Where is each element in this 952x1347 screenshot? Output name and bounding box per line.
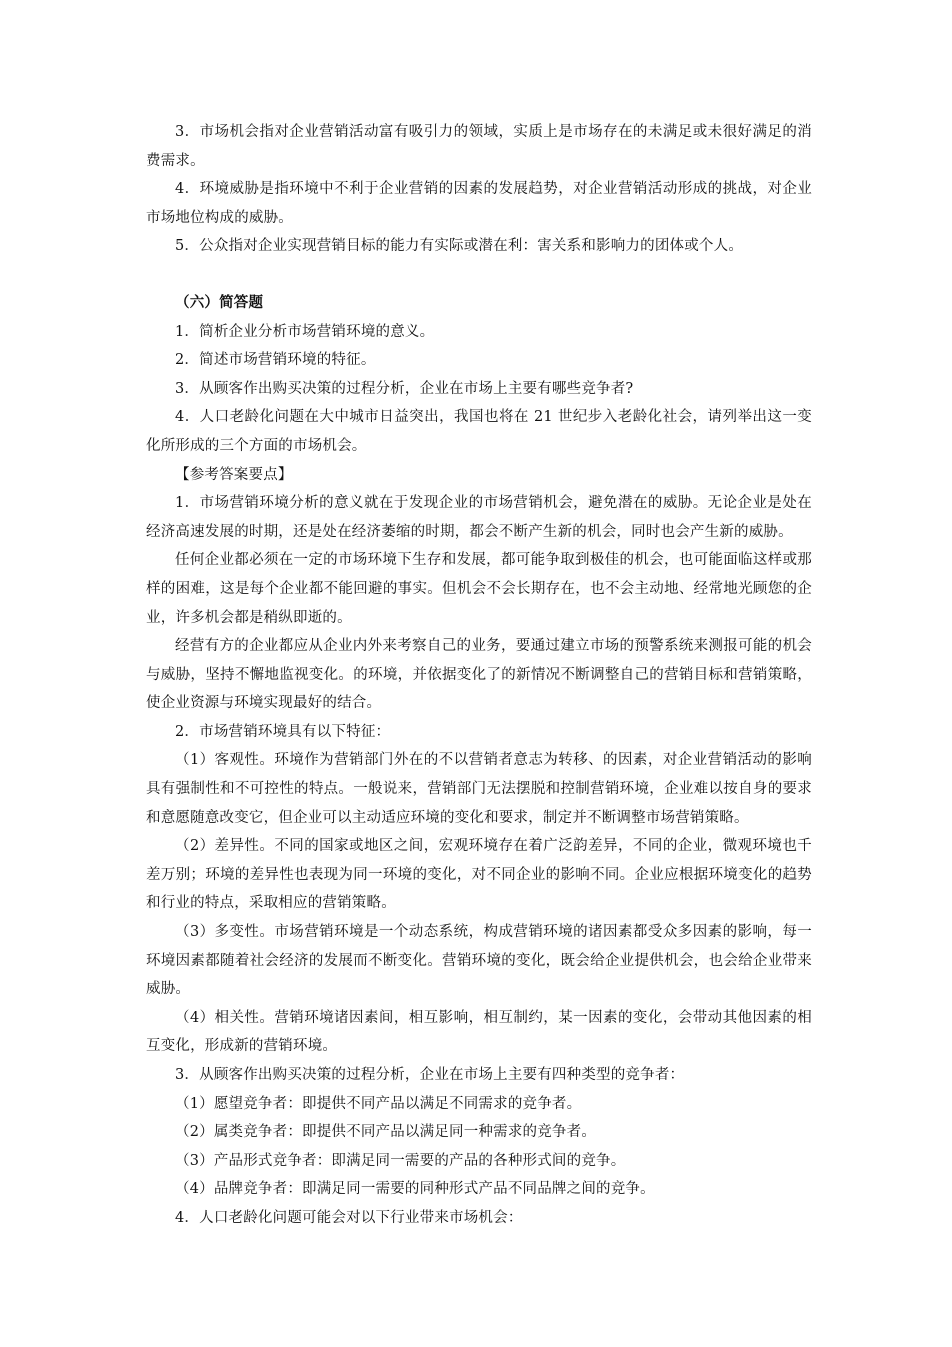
answer-3-generic-competitor: （2）属类竞争者：即提供不同产品以满足同一种需求的竞争者。 <box>175 1124 597 1141</box>
question-4: 4．人口老龄化问题在大中城市日益突出，我国也将在 21 世纪步入老龄化社会，请列举出这一变化所形成的三个方面的市场机会。 <box>146 409 812 454</box>
answer-1-para-1: 1．市场营销环境分析的意义就在于发现企业的市场营销机会，避免潜在的威胁。无论企业是处在经济高速发展的时期，还是处在经济萎缩的时期，都会不断产生新的机会，同时也会产生新的威胁。 <box>146 495 812 540</box>
answer-2-relevance: （4）相关性。营销环境诸因素间，相互影响，相互制约，某一因素的变化，会带动其他因素的相互变化，形成新的营销环境。 <box>146 1009 812 1055</box>
answer-1-para-3: 经营有方的企业都应从企业内外来考察自己的业务，要通过建立市场的预警系统来测报可能的机会与威胁，坚持不懈地监视变化。的环境，并依据变化了的新情况不断调整自己的营销目标和营销策略，使企业资源与环境实现最好的结合。 <box>146 638 812 712</box>
answer-3-brand-competitor: （4）品牌竞争者：即满足同一需要的同种形式产品不同品牌之间的竞争。 <box>175 1181 655 1198</box>
answer-key-heading: 【参考答案要点】 <box>175 466 293 483</box>
answer-1-para-2: 任何企业都必须在一定的市场环境下生存和发展，都可能争取到极佳的机会，也可能面临这样或那样的困难，这是每个企业都不能回避的事实。但机会不会长期存在，也不会主动地、经常地光顾您的企业，许多机会都是稍纵即逝的。 <box>146 552 812 626</box>
paragraph-market-opportunity: 3．市场机会指对企业营销活动富有吸引力的领域，实质上是市场存在的未满足或未很好满足的消费需求。 <box>146 124 812 169</box>
answer-3-intro: 3．从顾客作出购买决策的过程分析，企业在市场上主要有四种类型的竞争者： <box>175 1067 685 1083</box>
paragraph-environment-threat: 4．环境威胁是指环境中不利于企业营销的因素的发展趋势，对企业营销活动形成的挑战，对企业市场地位构成的威胁。 <box>146 181 812 226</box>
paragraph-public: 5．公众指对企业实现营销目标的能力有实际或潜在利：害关系和影响力的团体或个人。 <box>175 238 744 255</box>
answer-3-form-competitor: （3）产品形式竞争者：即满足同一需要的产品的各种形式间的竞争。 <box>175 1152 626 1169</box>
answer-3-desire-competitor: （1）愿望竞争者：即提供不同产品以满足不同需求的竞争者。 <box>175 1095 582 1112</box>
question-2: 2．简述市场营销环境的特征。 <box>175 352 376 369</box>
question-3: 3．从顾客作出购买决策的过程分析，企业在市场上主要有哪些竞争者? <box>175 380 634 397</box>
answer-4-intro: 4．人口老龄化问题可能会对以下行业带来市场机会： <box>175 1209 523 1226</box>
section-heading: （六）简答题 <box>175 293 264 311</box>
answer-2-variability: （3）多变性。市场营销环境是一个动态系统，构成营销环境的诸因素都受众多因素的影响，每一环境因素都随着社会经济的发展而不断变化。营销环境的变化，既会给企业提供机会，也会给企业带来威胁。 <box>146 924 812 998</box>
answer-2-difference: （2）差异性。不同的国家或地区之间，宏观环境存在着广泛韵差异，不同的企业，微观环境也千差万别；环境的差异性也表现为同一环境的变化，对不同企业的影响不同。企业应根据环境变化的趋势和行业的特点，采取相应的营销策略。 <box>146 838 812 912</box>
answer-2-intro: 2．市场营销环境具有以下特征： <box>175 723 391 740</box>
document-page <box>146 118 812 1233</box>
section-gap <box>146 261 812 289</box>
question-1: 1．简析企业分析市场营销环境的意义。 <box>175 323 435 340</box>
answer-2-objectivity: （1）客观性。环境作为营销部门外在的不以营销者意志为转移、的因素，对企业营销活动的影响具有强制性和不可控性的特点。一般说来，营销部门无法摆脱和控制营销环境，企业难以按自身的要求和意愿随意改变它，但企业可以主动适应环境的变化和要求，制定并不断调整市场营销策略。 <box>146 752 812 826</box>
